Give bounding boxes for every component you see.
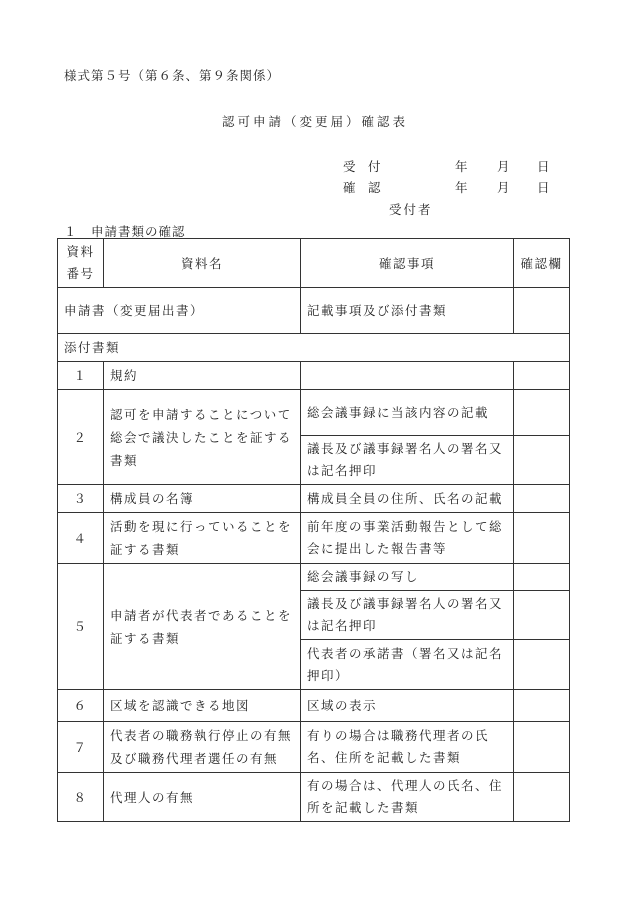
header-check-items: 確認事項 [301,239,514,288]
confirmed-year-label: 年 [455,180,468,195]
table-header-row [58,239,570,288]
row-check-cell[interactable] [514,564,570,591]
table-row [58,722,570,773]
row-check-cell[interactable] [514,485,570,513]
receiver-label: 受付者 [389,202,433,217]
row-check-cell[interactable] [514,722,570,773]
attachments-section-row [58,334,570,362]
row-check-item: 議長及び議事録署名人の署名又は記名押印 [301,436,514,485]
application-doc-name: 申請書（変更届出書） [58,288,301,334]
row-check-item: 総会議事録の写し [301,564,514,591]
row-doc-name: 申請者が代表者であることを証する書類 [104,564,301,690]
application-check-item: 記載事項及び添付書類 [301,288,514,334]
row-check-cell[interactable] [514,640,570,690]
row-number: ２ [58,390,104,485]
row-number: ３ [58,485,104,513]
section-heading: １ 申請書類の確認 [64,224,186,239]
row-check-item: 構成員全員の住所、氏名の記載 [301,485,514,513]
application-check-cell[interactable] [514,288,570,334]
confirmed-month-label: 月 [497,180,510,195]
row-doc-name: 構成員の名簿 [104,485,301,513]
received-month-label: 月 [497,159,510,174]
table-row [58,564,570,591]
header-doc-number: 資料番号 [58,239,104,288]
row-check-item: 総会議事録に当該内容の記載 [301,390,514,436]
row-check-item: 代表者の承諾書（署名又は記名押印） [301,640,514,690]
reception-received-row [0,157,630,173]
row-check-cell[interactable] [514,591,570,640]
row-number: ６ [58,690,104,722]
row-check-item: 議長及び議事録署名人の署名又は記名押印 [301,591,514,640]
row-number: ４ [58,513,104,564]
attachments-label: 添付書類 [58,334,570,362]
row-doc-name: 代理人の有無 [104,773,301,822]
received-year-label: 年 [455,159,468,174]
table-row [58,513,570,564]
table-row [58,362,570,390]
row-doc-name: 活動を現に行っていることを証する書類 [104,513,301,564]
row-check-item: 有の場合は、代理人の氏名、住所を記載した書類 [301,773,514,822]
confirmed-label: 確 認 [343,180,381,195]
row-check-item: 有りの場合は職務代理者の氏名、住所を記載した書類 [301,722,514,773]
reception-confirmed-row [0,178,630,194]
row-check-cell[interactable] [514,690,570,722]
row-check-item: 区域の表示 [301,690,514,722]
row-doc-name: 代表者の職務執行停止の有無及び職務代理者選任の有無 [104,722,301,773]
header-check-column: 確認欄 [514,239,570,288]
row-check-item [301,362,514,390]
row-doc-name: 認可を申請することについて総会で議決したことを証する書類 [104,390,301,485]
table-row [58,390,570,436]
row-check-cell[interactable] [514,390,570,436]
row-check-cell[interactable] [514,513,570,564]
row-number: ８ [58,773,104,822]
row-number: ７ [58,722,104,773]
table-row [58,773,570,822]
header-doc-name: 資料名 [104,239,301,288]
received-label: 受 付 [343,159,381,174]
row-doc-name: 区域を認識できる地図 [104,690,301,722]
table-row [58,690,570,722]
document-check-table [57,238,570,822]
row-check-cell[interactable] [514,436,570,485]
table-row [58,485,570,513]
row-check-cell[interactable] [514,362,570,390]
row-number: ５ [58,564,104,690]
row-check-cell[interactable] [514,773,570,822]
row-doc-name: 規約 [104,362,301,390]
form-number: 様式第５号（第６条、第９条関係） [64,68,281,83]
received-day-label: 日 [537,159,550,174]
row-number: １ [58,362,104,390]
row-check-item: 前年度の事業活動報告として総会に提出した報告書等 [301,513,514,564]
confirmed-day-label: 日 [537,180,550,195]
table-body [58,288,570,822]
application-row [58,288,570,334]
document-title: 認可申請（変更届）確認表 [221,114,408,129]
